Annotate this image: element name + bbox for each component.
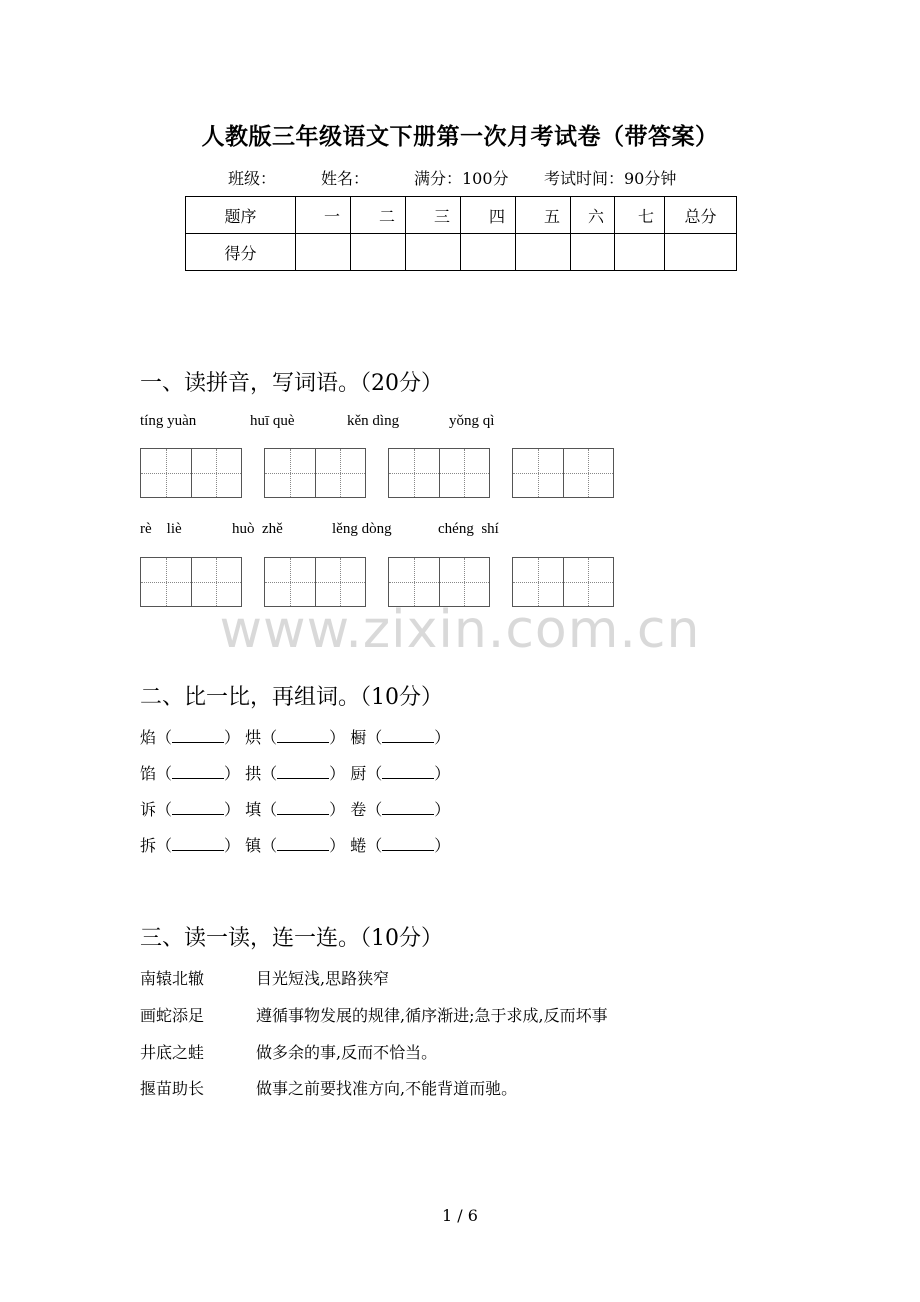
score-cell[interactable]: [615, 234, 665, 271]
header-cell: 一: [296, 197, 351, 234]
char: 卷: [350, 800, 367, 819]
idiom-meaning: 遵循事物发展的规律,循序渐进;急于求成,反而坏事: [256, 1006, 608, 1025]
char: 填: [245, 800, 262, 819]
section1-heading: 一、读拼音，写词语。（20分）: [140, 371, 443, 396]
char: 拆: [140, 836, 157, 855]
pinyin: yǒng qì: [449, 413, 495, 429]
char: 拱: [245, 764, 262, 783]
score-table-header-row: [186, 197, 737, 234]
score-cell[interactable]: [351, 234, 406, 271]
pinyin: huò zhě: [232, 521, 283, 537]
page-title: 人教版三年级语文下册第一次月考试卷（带答案）: [201, 123, 719, 150]
answer-blank[interactable]: [382, 836, 434, 851]
header-cell: 五: [516, 197, 571, 234]
pinyin: rè liè: [140, 521, 182, 537]
char: 厨: [350, 764, 367, 783]
idiom-meaning: 做多余的事,反而不恰当。: [256, 1043, 438, 1062]
pinyin: tíng yuàn: [140, 413, 197, 429]
class-label: 班级：: [228, 169, 277, 188]
full-score-label: 满分：100分: [414, 169, 509, 188]
writing-grid[interactable]: [264, 448, 366, 498]
header-cell: 总分: [665, 197, 737, 234]
idiom: 南辕北辙: [140, 969, 205, 988]
score-cell[interactable]: [296, 234, 351, 271]
word-row: 拆（ ） 镇（ ） 蜷（ ）: [140, 836, 451, 855]
writing-grid[interactable]: [388, 448, 490, 498]
char: 烘: [245, 728, 262, 747]
score-table: [185, 196, 737, 271]
score-cell[interactable]: [665, 234, 737, 271]
score-cell[interactable]: [461, 234, 516, 271]
name-label: 姓名：: [321, 169, 370, 188]
header-cell: 三: [406, 197, 461, 234]
word-row: 诉（ ） 填（ ） 卷（ ）: [140, 800, 451, 819]
answer-blank[interactable]: [277, 728, 329, 743]
pinyin: huī què: [250, 413, 295, 429]
header-cell: 题序: [186, 197, 296, 234]
header-cell: 二: [351, 197, 406, 234]
page-number: 1 / 6: [442, 1206, 478, 1225]
idiom: 画蛇添足: [140, 1006, 205, 1025]
idiom-meaning: 做事之前要找准方向,不能背道而驰。: [256, 1079, 518, 1098]
char: 镇: [245, 836, 262, 855]
answer-blank[interactable]: [382, 800, 434, 815]
idiom-meaning: 目光短浅,思路狭窄: [256, 969, 390, 988]
char: 馅: [140, 764, 157, 783]
pinyin: kěn dìng: [347, 413, 400, 429]
watermark: www.zixin.com.cn: [219, 600, 701, 660]
answer-blank[interactable]: [277, 764, 329, 779]
answer-blank[interactable]: [172, 836, 224, 851]
answer-blank[interactable]: [172, 764, 224, 779]
exam-time-label: 考试时间：90分钟: [544, 169, 677, 188]
score-cell[interactable]: [571, 234, 615, 271]
idiom: 井底之蛙: [140, 1043, 205, 1062]
word-row: 焰（ ） 烘（ ） 橱（ ）: [140, 728, 451, 747]
score-cell[interactable]: [516, 234, 571, 271]
header-cell: 四: [461, 197, 516, 234]
word-row: 馅（ ） 拱（ ） 厨（ ）: [140, 764, 451, 783]
writing-grid[interactable]: [512, 448, 614, 498]
char: 橱: [350, 728, 367, 747]
char: 蜷: [350, 836, 367, 855]
answer-blank[interactable]: [277, 836, 329, 851]
answer-blank[interactable]: [277, 800, 329, 815]
section3-heading: 三、读一读，连一连。（10分）: [140, 926, 443, 951]
answer-blank[interactable]: [382, 764, 434, 779]
pinyin: chéng shí: [438, 521, 499, 537]
writing-grid[interactable]: [140, 448, 242, 498]
score-table-score-row: [186, 234, 737, 271]
header-cell: 六: [571, 197, 615, 234]
char: 诉: [140, 800, 157, 819]
score-cell[interactable]: [406, 234, 461, 271]
char: 焰: [140, 728, 157, 747]
pinyin: lěng dòng: [332, 521, 392, 537]
answer-blank[interactable]: [172, 800, 224, 815]
idiom: 揠苗助长: [140, 1079, 205, 1098]
row-label: 得分: [186, 234, 296, 271]
answer-blank[interactable]: [382, 728, 434, 743]
section2-heading: 二、比一比，再组词。（10分）: [140, 685, 443, 710]
header-cell: 七: [615, 197, 665, 234]
answer-blank[interactable]: [172, 728, 224, 743]
